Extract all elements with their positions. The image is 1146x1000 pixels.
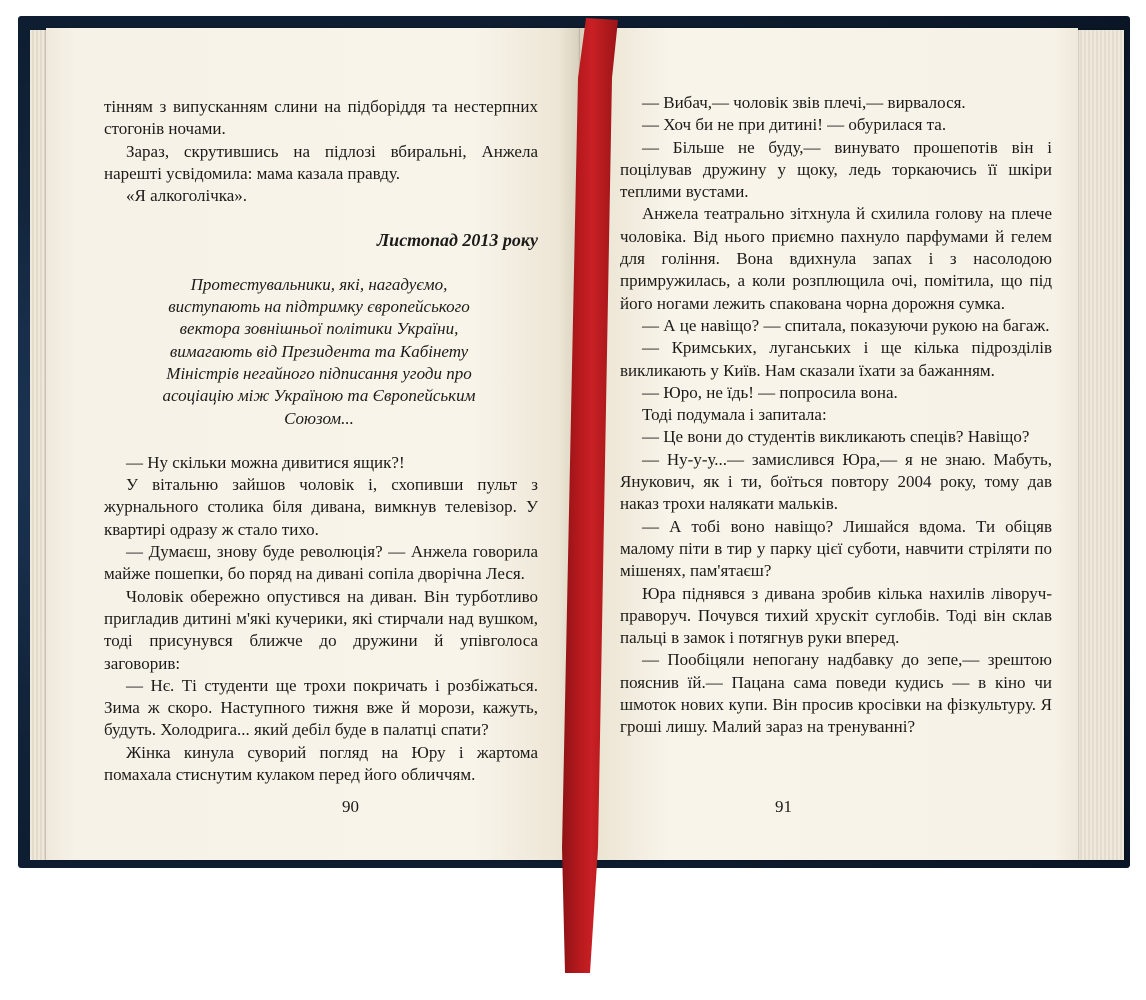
news-quote: Протестувальники, які, нагадуємо, виступають на підтримку європейського вектора зовнішньої політики України, вимагають від Президента та Кабінету Міністрів негайного підписання угоди про асоціацію між Україною та Європейським Союзом... [162, 274, 476, 428]
paragraph: — Думаєш, знову буде революція? — Анжела говорила майже пошепки, бо поряд на дивані сопіла дворічна Леся. [104, 542, 538, 584]
paragraph: Чоловік обережно опустився на диван. Він турботливо пригладив дитині м'які кучерики, які стирчали над вушком, тоді присунувся ближче до дружини й упівголоса заговорив: [104, 586, 538, 673]
page-edges-right [1074, 30, 1124, 860]
right-page-text [620, 92, 1052, 739]
left-page-text [104, 96, 538, 786]
paragraph: — А тобі воно навіщо? Лишайся вдома. Ти обіцяв малому піти в тир у парку цієї суботи, навчити стріляти по мішенях, пам'ятаєш? [620, 516, 1052, 581]
section-heading: Листопад 2013 року [376, 230, 538, 251]
paragraph: — Це вони до студентів викликають спеців? Навіщо? [642, 427, 1030, 447]
paragraph: Юра піднявся з дивана зробив кілька нахилів ліворуч-праворуч. Почувся тихий хрускіт суглобів. Тоді він склав пальці в замок і потягнув руки вперед. [620, 583, 1052, 648]
page-number-left: 90 [342, 797, 359, 816]
paragraph: Анжела театрально зітхнула й схилила голову на плече чоловіка. Від нього приємно пахнуло парфумами й гелем для гоління. Вона вдихнула запах і з насолодою примружилась, а коли розплющила очі, помітила, що під його ногами лежить спакована чорна дорожня сумка. [620, 204, 1052, 313]
paragraph: «Я алкоголічка». [126, 186, 248, 206]
paragraph: — Кримських, луганських і ще кілька підрозділів викликають у Київ. Нам сказали їхати за бажанням. [620, 338, 1052, 380]
paragraph: — Ну-у-у...— замислився Юра,— я не знаю. Мабуть, Янукович, як і ти, боїться повтору 2004 року, тому дав наказ трохи налякати мальків. [620, 449, 1052, 514]
paragraph: — Нє. Ті студенти ще трохи покричать і розбіжаться. Зима ж скоро. Наступного тижня вже й морози, кажуть, будуть. Холодрига... який дебіл буде в палатці спати? [104, 675, 538, 740]
paragraph: Зараз, скрутившись на підлозі вбиральні, Анжела нарешті усвідомила: мама казала правду. [104, 141, 538, 183]
paragraph: — Ну скільки можна дивитися ящик?! [126, 452, 405, 472]
paragraph: — Вибач,— чоловік звів плечі,— вирвалося. [642, 93, 966, 112]
paragraph: У вітальню зайшов чоловік і, схопивши пульт з журнального столика біля дивана, вимкнув телевізор. У квартирі одразу ж стало тихо. [104, 475, 538, 539]
paragraph: Тоді подумала і запитала: [642, 405, 827, 425]
paragraph: тінням з випусканням слини на підборіддя та нестерпних стогонів ночами. [104, 97, 538, 139]
paragraph: — Пообіцяли непогану надбавку до зепе,— зрештою пояснив їй.— Пацана сама поведи кудись — в кіно чи шмоток нових купи. Він просив кросівки на фізкультуру. Я гроші лишу. Малий зараз на тренуванні? [620, 650, 1052, 737]
paragraph: Жінка кинула суворий погляд на Юру і жартома помахала стиснутим кулаком перед його обличчям. [104, 742, 538, 785]
paragraph: — А це навіщо? — спитала, показуючи рукою на багаж. [642, 315, 1050, 335]
paragraph: — Юро, не їдь! — попросила вона. [642, 382, 898, 402]
paragraph: — Хоч би не при дитині! — обурилася та. [642, 115, 947, 135]
paragraph: — Більше не буду,— винувато прошепотів він і поцілував дружину у щоку, ледь торкаючись її шкіри теплими вустами. [620, 137, 1052, 202]
page-number-right: 91 [775, 797, 792, 816]
